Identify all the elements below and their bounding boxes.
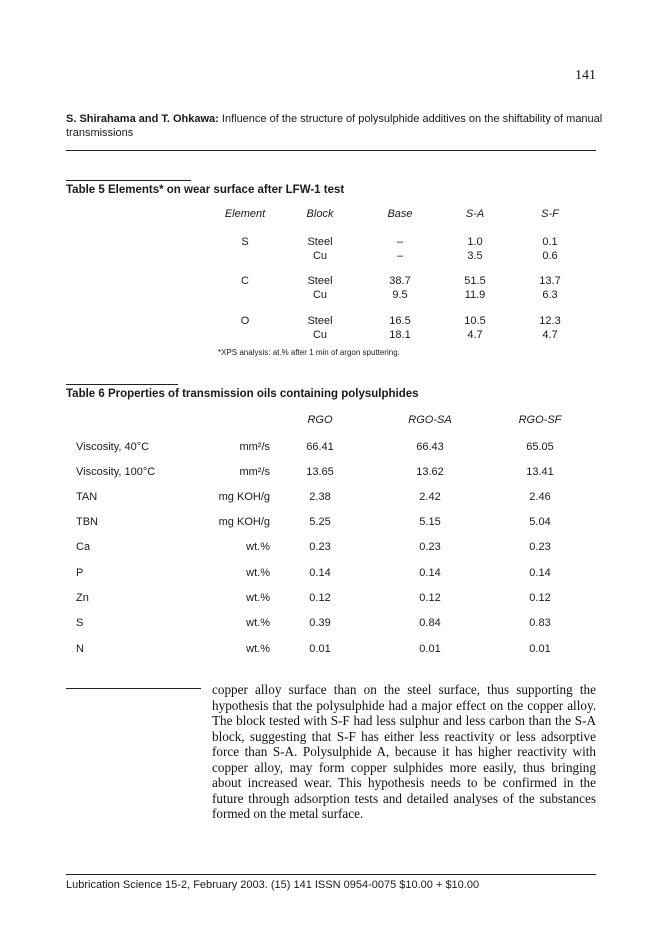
table6-cell: 13.62 (416, 466, 444, 478)
table6-cell: 0.01 (419, 643, 441, 655)
table6-unit: mg KOH/g (218, 491, 270, 503)
table6-cell: 0.01 (529, 643, 551, 655)
table5-cell: 13.7 (539, 275, 561, 287)
table5-cell: 18.1 (389, 329, 411, 341)
table6-cell: 0.12 (529, 592, 551, 604)
table6-cell: 0.12 (309, 592, 331, 604)
table5-cell: 1.0 (467, 236, 483, 248)
table6-unit: mm²/s (239, 466, 270, 478)
table6-header-rgo-sf: RGO-SF (518, 414, 562, 426)
table5-element: C (241, 275, 249, 287)
table6-property: Zn (76, 592, 89, 604)
table5-header-block: Block (306, 208, 334, 220)
table6-cell: 2.38 (309, 491, 331, 503)
table6-cell: 13.65 (306, 466, 334, 478)
body-paragraph: copper alloy surface than on the steel surface, thus supporting the hypothesis that the polysulphide had a major effect on the copper alloy. The block tested with S-F had less sulphur and less carbon than the S-A block, suggesting that S-F has either less reactivity or less adsorptive force than S-A. Polysulphide A, because it has higher reactivity with copper alloy, may form copper sulphides more easily, thus bringing about increased wear. This hypothesis needs to be confirmed in the future through adsorption tests and detailed analyses of the substances formed on the metal surface. (212, 682, 596, 821)
table5-cell: Steel (307, 275, 333, 287)
table6-header-rgo: RGO (307, 414, 333, 426)
table6-unit: wt.% (246, 617, 270, 629)
table6-unit: wt.% (246, 541, 270, 553)
table6-cell: 5.15 (419, 516, 441, 528)
table5-cell: 0.6 (542, 250, 558, 262)
table5-header-base: Base (387, 208, 413, 220)
running-head (66, 112, 606, 140)
table6-cell: 0.01 (309, 643, 331, 655)
running-head-authors: S. Shirahama and T. Ohkawa: (66, 113, 219, 125)
table5-header-sa: S-A (465, 208, 485, 220)
table6-cell: 2.42 (419, 491, 441, 503)
table6-cell: 0.12 (419, 592, 441, 604)
body-margin-rule (66, 688, 201, 689)
table5-cell: Steel (307, 236, 333, 248)
table6-unit: mm²/s (239, 441, 270, 453)
table5-caption-rule (66, 180, 191, 181)
table5-cell: Steel (307, 315, 333, 327)
table5-cell: 16.5 (389, 315, 411, 327)
table5-element: S (241, 236, 249, 248)
table6-cell: 0.14 (309, 567, 331, 579)
table6-cell: 0.14 (419, 567, 441, 579)
table6-cell: 0.39 (309, 617, 331, 629)
table6-cell: 66.43 (416, 441, 444, 453)
table6-property: TAN (76, 491, 98, 503)
table6-property: Viscosity, 40°C (76, 441, 150, 453)
page-number: 141 (575, 68, 596, 83)
table6-cell: 0.83 (529, 617, 551, 629)
table5-cell: 11.9 (464, 289, 486, 301)
table6-cell: 66.41 (306, 441, 334, 453)
table5-cell: 3.5 (467, 250, 483, 262)
table6-unit: mg KOH/g (218, 516, 270, 528)
table5-cell: 4.7 (542, 329, 558, 341)
table6-property: P (76, 567, 84, 579)
table5-cell: 12.3 (539, 315, 561, 327)
table5-cell: 6.3 (542, 289, 558, 301)
table6-property: Ca (76, 541, 91, 553)
table6-property: Viscosity, 100°C (76, 466, 156, 478)
table5-cell: Cu (312, 289, 328, 301)
table5-header-sf: S-F (541, 208, 559, 220)
table5-element: O (240, 315, 250, 327)
table6-cell: 0.23 (309, 541, 331, 553)
running-head-title: Influence of the structure of polysulphide additives on the shiftability of manual transmissions (66, 113, 603, 139)
table6-property: S (76, 617, 84, 629)
table5-caption: Table 5 Elements* on wear surface after LFW-1 test (66, 184, 345, 196)
header-rule (66, 150, 596, 151)
table5-cell: Cu (312, 250, 328, 262)
table5-cell: 4.7 (467, 329, 483, 341)
table6-property: TBN (76, 516, 98, 528)
table5-cell: Cu (312, 329, 328, 341)
table5-cell: 10.5 (464, 315, 486, 327)
table5-cell: 38.7 (389, 275, 411, 287)
table6-cell: 2.46 (529, 491, 551, 503)
footer-citation: Lubrication Science 15-2, February 2003. (15) 141 ISSN 0954-0075 $10.00 + $10.00 (66, 879, 480, 891)
table5-cell: – (396, 250, 404, 262)
table5-cell: 51.5 (464, 275, 486, 287)
table6-cell: 13.41 (526, 466, 554, 478)
table5-cell: 9.5 (392, 289, 408, 301)
table5-cell: – (396, 236, 404, 248)
table6-cell: 0.23 (529, 541, 551, 553)
table6-unit: wt.% (246, 643, 270, 655)
table6-cell: 65.05 (526, 441, 554, 453)
table6-cell: 5.04 (529, 516, 551, 528)
table6-cell: 5.25 (309, 516, 331, 528)
table6-caption: Table 6 Properties of transmission oils containing polysulphides (66, 388, 419, 400)
table5-cell: 0.1 (542, 236, 558, 248)
table5-footnote: *XPS analysis: at.% after 1 min of argon sputtering. (218, 348, 400, 357)
table6-unit: wt.% (246, 567, 270, 579)
table5-header-element: Element (224, 208, 266, 220)
table6-cell: 0.23 (419, 541, 441, 553)
table6-property: N (76, 643, 84, 655)
table6-cell: 0.84 (419, 617, 441, 629)
table6-header-rgo-sa: RGO-SA (408, 414, 452, 426)
table6-caption-rule (66, 384, 178, 385)
table6-unit: wt.% (246, 592, 270, 604)
footer-rule (66, 874, 596, 875)
table6-cell: 0.14 (529, 567, 551, 579)
